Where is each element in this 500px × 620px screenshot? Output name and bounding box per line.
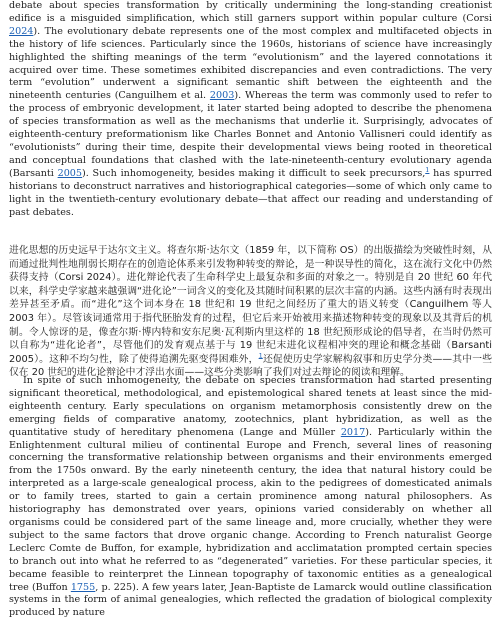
text-run: 进化思想的历史远早于达尔文主义。将查尔斯·达尔文（1859 年，以下简称 OS）的出版描绘为突破性时刻，从而通过批判性地削弱长期存在的创造论体系来引发物种转变的辩论，是一种误导性的简化，这在流行文化中仍然获得支持（Corsi 2024）。进化辩论代表了生命科学史上最复杂和多面的对象之一。特别是自 20 世纪 60 年代以来，科学史学家越来越强调“进化论”一词含义的变化及其随时间积累的层次丰富的内涵。这些内涵有时表现出差异甚至矛盾。而“进化”这个词本身在 18 世纪和 19 世纪之间经历了重大的语义转变（Canguilhem 等人 2003 年）。尽管该词通常用于指代胚胎发育的过程，但它后来开始被用来描述物种转变的现象以及其背后的机制。令人惊讶的是，像查尔斯·博内特和安东尼奥·瓦利斯内里这样的 18 世纪预形成论的倡导者，在当时仍然可以自称为“进化论者”，尽管他们的发育观点基于与 19 世纪末进化议程相冲突的理论和概念基础（Barsanti 2005）。这种不均匀性，除了使得追溯先驱变得困难外， (9, 245, 492, 365)
text-run: 还促使历史学家解构叙事和历史学分类——其中一些仅在 20 世纪的进化论辩论中才浮出水面——这些分类影响了我们对过去辩论的阅读和理解。 (9, 353, 492, 379)
paragraph-english-intro (9, 0, 492, 219)
text-run: ). The evolutionary debate represents one of the most complex and multifaceted objects in the history of life sciences. Particularly since the 1960s, historians of science have increasingly highlighted the shifting meanings of the term “evolutionism” and the layered connotations it acquired over time. These sometimes exhibited discrepancies and even contradictions. The very term “evolution” underwent a significant semantic shift between the eighteenth and the nineteenth centuries (Canguilhem et al. (9, 25, 492, 102)
text-run: In spite of such inhomogeneity, the debate on species transformation had started presenting significant theoretical, methodological, and epistemological shared tenets at least since the mid-eighteenth century. Early speculations on organism metamorphosis consistently drew on the emerging fields of comparative anatomy, zootechnics, plant hybridization, as well as the quantitative study of hereditary phenomena (Lange and Müller (9, 375, 492, 438)
text-run: ). Whereas the term was commonly used to refer to the process of embryonic development, it later started being adopted to describe the phenomena of species transformation as well as the mechanisms that underlie it. Surprisingly, advocates of eighteenth-century preformationism like Charles Bonnet and Antonio Vallisneri could identify as “evolutionists” during their time, despite their developmental views being rooted in theoretical and conceptual foundations that clashed with the late-nineteenth-century evolutionary agenda (Barsanti (9, 90, 492, 179)
footnote-link[interactable]: 1 (258, 351, 263, 360)
text-run: ). Such inhomogeneity, besides making it difficult to seek precursors, (82, 167, 426, 179)
paragraph-chinese-translation (9, 244, 492, 380)
text-run: debate about species transformation by critically undermining the long-standing creationist edifice is a misguided simplification, which still garners support within popular culture (Corsi (9, 0, 492, 24)
text-run: ). Particularly within the Enlightenment cultural milieu of continental Europe and French, several lines of reasoning concerning the transformative relationship between organisms and their environments emerged from the 1750s onward. By the early nineteenth century, the idea that natural history could be interpreted as a large-scale genealogical process, akin to the pedigrees of domesticated animals or to family trees, started to gain a certain prominence among natural philosophers. As historiography has demonstrated over years, opinions varied considerably on whether all organisms could be considered part of the same lineage and, more crucially, whether they were subject to the same factors that drove organic change. According to French naturalist George Leclerc Comte de Buffon, for example, hybridization and acclimatation prompted certain species to branch out into what he referred to as “degenerated” varieties. For these particular species, it became feasible to reinterpret the Linnean topography of taxonomic entities as a genealogical tree (Buffon (9, 426, 492, 593)
citation-year-link[interactable]: 1755 (70, 581, 96, 593)
footnote-link[interactable]: 1 (425, 165, 430, 174)
paragraph-english-continuation (9, 375, 492, 620)
citation-year-link[interactable]: 2017 (340, 426, 366, 438)
text-run: has spurred historians to deconstruct narratives and historiographical categories—some of which only came to light in the twentieth-century evolutionary debate—that affect our reading and understanding of past debates. (9, 167, 492, 218)
citation-year-link[interactable]: 2005 (57, 167, 83, 179)
text-run: , p. 225). A few years later, Jean-Baptiste de Lamarck would outline classification systems in the form of animal genealogies, which reflected the gradation of biological complexity produced by nature (9, 581, 492, 619)
citation-year-link[interactable]: 2003 (209, 90, 235, 102)
citation-year-link[interactable]: 2024 (9, 25, 34, 37)
